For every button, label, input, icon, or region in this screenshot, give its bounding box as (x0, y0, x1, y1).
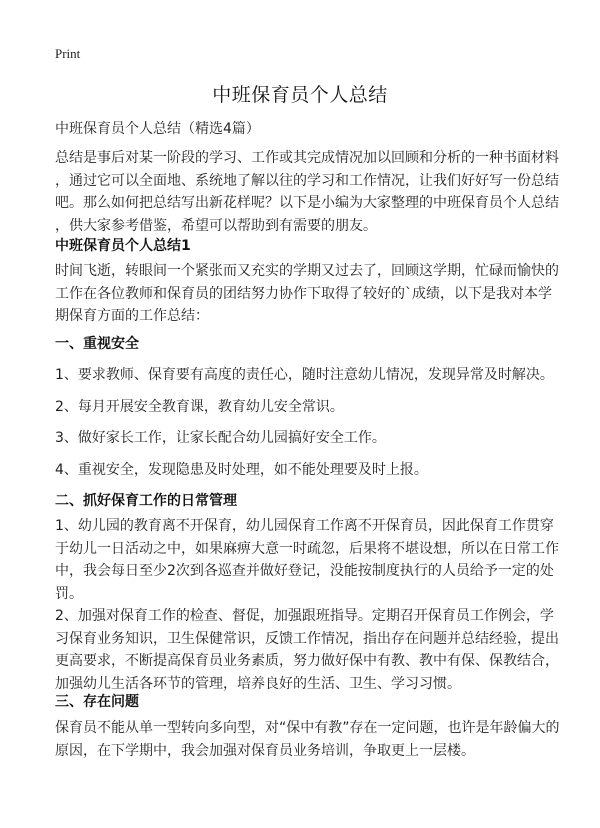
section1-intro-line: 工作在各位教师和保育员的团结努力协作下取得了较好的`成绩，以下是我对本学 (55, 285, 552, 302)
section1-heading: 中班保育员个人总结1 (55, 238, 191, 254)
part3-para-line: 原因，在下学期中，我会加强对保育员业务培训，争取更上一层楼。 (55, 742, 475, 759)
part1-item: 3、做好家长工作，让家长配合幼儿园搞好安全工作。 (55, 430, 386, 446)
intro-line: 总结是事后对某一阶段的学习、工作或其完成情况加以回顾和分析的一种书面材料 (55, 150, 559, 166)
document-title: 中班保育员个人总结 (212, 84, 388, 106)
part2-heading: 二、抓好保育工作的日常管理 (55, 493, 237, 509)
part2-para2-line: 更高要求，不断提高保育员业务素质，努力做好保中有教、教中有保、保教结合， (55, 653, 559, 669)
part1-item: 2、每月开展安全教育课，教育幼儿安全常识。 (55, 399, 344, 415)
part2-para1-line: 罚。 (55, 585, 83, 602)
part3-heading: 三、存在问题 (55, 694, 139, 710)
intro-line: ，供大家参考借鉴，希望可以帮助到有需要的朋友。 (55, 217, 377, 234)
part3-para-line: 保育员不能从单一型转向多向型，对“保中有教”存在一定问题，也许是年龄偏大的 (55, 720, 560, 736)
intro-paragraph (55, 147, 559, 237)
part2-para2-line: 2、加强对保育工作的检查、督促，加强跟班指导。定期召开保育员工作例会，学 (55, 608, 554, 624)
part2-para1-line: 于幼儿一日活动之中，如果麻痹大意一时疏忽，后果将不堪设想，所以在日常工作 (55, 540, 559, 557)
part1-heading: 一、重视安全 (55, 336, 139, 352)
part1-item: 1、要求教师、保育要有高度的责任心，随时注意幼儿情况，发现异常及时解决。 (55, 367, 554, 383)
intro-line: ，通过它可以全面地、系统地了解以往的学习和工作情况，让我们好好写一份总结 (55, 172, 559, 189)
part2-para1-line: 中，我会每日至少2次到各巡查并做好登记，没能按制度执行的人员给予一定的处 (55, 563, 554, 579)
part1-item: 4、重视安全，发现隐患及时处理，如不能处理要及时上报。 (55, 462, 428, 478)
document-subtitle: 中班保育员个人总结（精选4篇） (55, 121, 260, 137)
section1-intro-line: 期保育方面的工作总结： (55, 308, 209, 324)
part3-paragraph (55, 717, 560, 762)
part2-para2-line: 习保育业务知识，卫生保健常识，反馈工作情况，指出存在问题并总结经验，提出 (55, 630, 559, 647)
part2-paragraph-1 (55, 515, 559, 605)
intro-line: 吧。那么如何把总结写出新花样呢？以下是小编为大家整理的中班保育员个人总结 (55, 195, 559, 211)
print-link[interactable]: Print (55, 46, 81, 61)
part2-para1-line: 1、幼儿园的教育离不开保育，幼儿园保育工作离不开保育员，因此保育工作贯穿 (55, 518, 554, 534)
part2-paragraph-2 (55, 605, 559, 695)
section1-intro (55, 260, 559, 328)
part2-para2-line: 加强幼儿生活各环节的管理，培养良好的生活、卫生、学习习惯。 (55, 675, 461, 692)
section1-intro-line: 时间飞逝，转眼间一个紧张而又充实的学期又过去了，回顾这学期，忙碌而愉快的 (55, 263, 559, 279)
